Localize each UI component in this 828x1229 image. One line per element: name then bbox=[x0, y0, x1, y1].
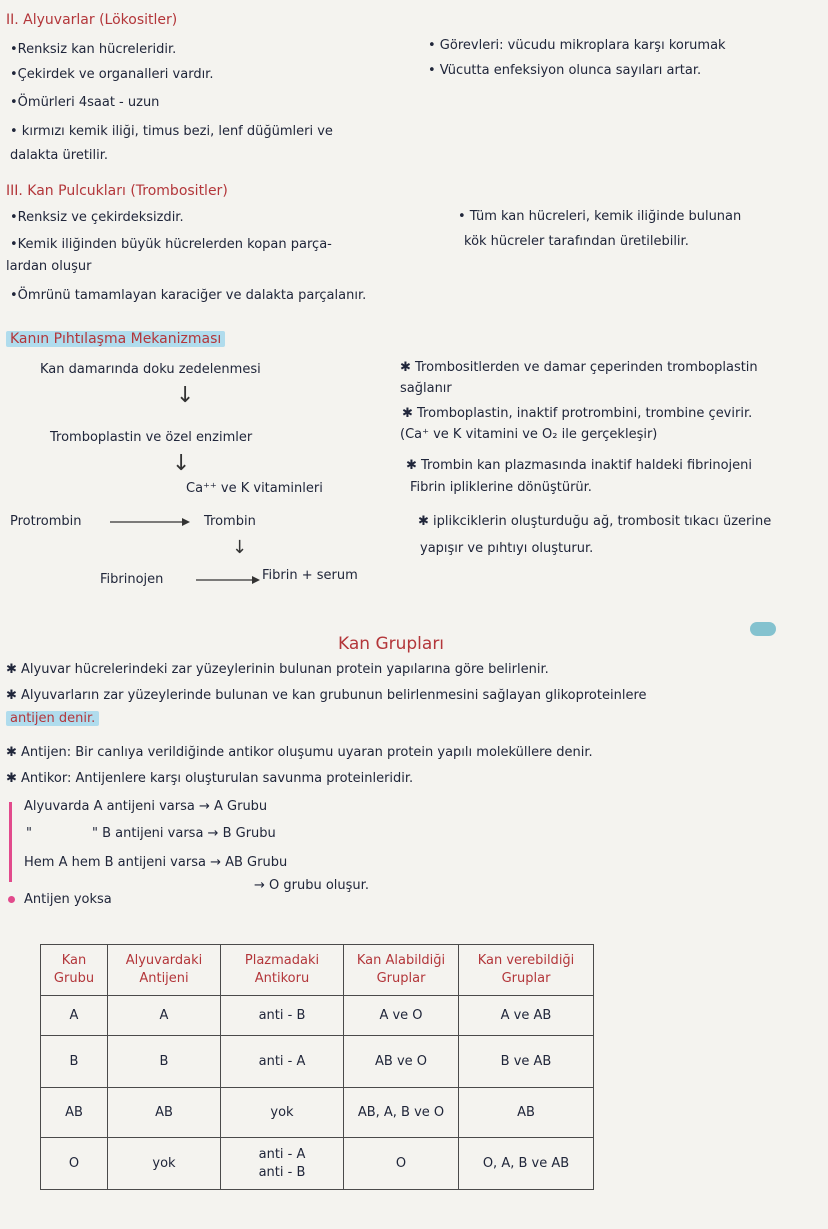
clot-note: ✱ Trombositlerden ve damar çeperinden tromboplastin bbox=[400, 360, 758, 375]
table-cell: A bbox=[41, 996, 108, 1036]
flow-fibrinojen: Fibrinojen bbox=[100, 572, 164, 587]
table-row bbox=[41, 1036, 594, 1088]
clot-note: ✱ Tromboplastin, inaktif protrombini, trombine çevirir. bbox=[402, 406, 753, 421]
clot-note: ✱ iplikciklerin oluşturduğu ağ, trombosit tıkacı üzerine bbox=[418, 514, 772, 529]
group-line: ✱ Alyuvarların zar yüzeylerinde bulunan ve kan grubunun belirlenmesini sağlayan glikoproteinlere bbox=[6, 688, 647, 703]
flow-trombin: Trombin bbox=[204, 514, 256, 529]
table-cell: B bbox=[108, 1036, 221, 1088]
text-line: •Ömürleri 4saat - uzun bbox=[10, 95, 160, 110]
flow-fibrin: Fibrin + serum bbox=[262, 568, 358, 583]
table-cell: AB bbox=[41, 1088, 108, 1138]
flow-protrombin: Protrombin bbox=[10, 514, 82, 529]
group-line bbox=[6, 711, 99, 727]
table-cell: anti - B bbox=[221, 996, 344, 1036]
table-header-cell: Kan Alabildiği Gruplar bbox=[344, 945, 459, 996]
group-line: ✱ Antijen: Bir canlıya verildiğinde antikor oluşumu uyaran protein yapılı moleküllere denir. bbox=[6, 745, 593, 760]
text-line: •Renksiz ve çekirdeksizdir. bbox=[10, 210, 184, 225]
table-cell: anti - A bbox=[221, 1036, 344, 1088]
table-cell: B bbox=[41, 1036, 108, 1088]
text-line: •Kemik iliğinden büyük hücrelerden kopan parça- bbox=[10, 237, 332, 252]
table-cell: A ve O bbox=[344, 996, 459, 1036]
text-line: • Vücutta enfeksiyon olunca sayıları artar. bbox=[428, 63, 702, 78]
rule-line: Hem A hem B antijeni varsa → AB Grubu bbox=[24, 855, 288, 870]
rule-line: Antijen yoksa bbox=[24, 892, 112, 907]
group-line: ✱ Antikor: Antijenlere karşı oluşturulan savunma proteinleridir. bbox=[6, 771, 414, 786]
table-cell: AB, A, B ve O bbox=[344, 1088, 459, 1138]
arrow-down-icon: ↓ bbox=[232, 537, 248, 558]
text-line: kök hücreler tarafından üretilebilir. bbox=[464, 234, 689, 249]
table-cell: AB ve O bbox=[344, 1036, 459, 1088]
text-line: •Ömrünü tamamlayan karaciğer ve dalakta parçalanır. bbox=[10, 288, 367, 303]
table-cell: anti - A anti - B bbox=[221, 1138, 344, 1190]
table-cell: A bbox=[108, 996, 221, 1036]
highlighted-title: Kanın Pıhtılaşma Mekanizması bbox=[6, 331, 225, 347]
table-row bbox=[41, 996, 594, 1036]
table-cell: yok bbox=[221, 1088, 344, 1138]
table-header-row bbox=[41, 945, 594, 996]
text-line: • Görevleri: vücudu mikroplara karşı korumak bbox=[428, 38, 726, 53]
text-line: • Tüm kan hücreleri, kemik iliğinde bulunan bbox=[458, 209, 742, 224]
clot-note: (Ca⁺ ve K vitamini ve O₂ ile gerçekleşir) bbox=[400, 427, 658, 442]
table-row bbox=[41, 1138, 594, 1190]
arrow-right-icon bbox=[196, 572, 260, 591]
arrow-down-icon: ↓ bbox=[176, 383, 195, 408]
blood-group-table bbox=[40, 944, 594, 1190]
rule-line: " bbox=[26, 826, 32, 841]
margin-bar bbox=[9, 802, 12, 882]
table-cell: AB bbox=[459, 1088, 594, 1138]
section-title-pihtilasma bbox=[6, 331, 225, 347]
text-line: dalakta üretilir. bbox=[10, 148, 109, 163]
table-cell: O, A, B ve AB bbox=[459, 1138, 594, 1190]
flow-step-tromboplastin: Tromboplastin ve özel enzimler bbox=[50, 430, 253, 445]
clot-note: Fibrin ipliklerine dönüştürür. bbox=[410, 480, 592, 495]
group-line: ✱ Alyuvar hücrelerindeki zar yüzeylerinin bulunan protein yapılarına göre belirlenir. bbox=[6, 662, 549, 677]
rule-line: → O grubu oluşur. bbox=[254, 878, 369, 893]
rule-line: " B antijeni varsa → B Grubu bbox=[92, 826, 276, 841]
arrow-down-icon: ↓ bbox=[172, 451, 191, 476]
decorative-mark bbox=[750, 622, 776, 636]
table-header-cell: Kan Grubu bbox=[41, 945, 108, 996]
flow-step-zedelenme: Kan damarında doku zedelenmesi bbox=[40, 362, 261, 377]
section-title-kan-pulcuklari: III. Kan Pulcukları (Trombositler) bbox=[6, 183, 228, 199]
table-header-cell: Kan verebildiği Gruplar bbox=[459, 945, 594, 996]
table-header-cell: Plazmadaki Antikoru bbox=[221, 945, 344, 996]
table-cell: AB bbox=[108, 1088, 221, 1138]
rule-line: Alyuvarda A antijeni varsa → A Grubu bbox=[24, 799, 268, 814]
flow-cofactor: Ca⁺⁺ ve K vitaminleri bbox=[186, 481, 323, 496]
table-cell: yok bbox=[108, 1138, 221, 1190]
clot-note: sağlanır bbox=[400, 381, 452, 396]
text-line: •Renksiz kan hücreleridir. bbox=[10, 42, 177, 57]
section-title-alyuvarlar: II. Alyuvarlar (Lökositler) bbox=[6, 12, 178, 28]
table-cell: O bbox=[344, 1138, 459, 1190]
table-row bbox=[41, 1088, 594, 1138]
text-line: lardan oluşur bbox=[6, 259, 92, 274]
table-cell: A ve AB bbox=[459, 996, 594, 1036]
highlighted-term-antijen: antijen denir. bbox=[6, 711, 99, 726]
arrow-right-icon bbox=[110, 514, 190, 533]
bullet-dot-icon bbox=[8, 896, 15, 903]
text-line: • kırmızı kemik iliği, timus bezi, lenf düğümleri ve bbox=[10, 124, 333, 139]
text-line: •Çekirdek ve organalleri vardır. bbox=[10, 67, 214, 82]
table-header-cell: Alyuvardaki Antijeni bbox=[108, 945, 221, 996]
table-cell: B ve AB bbox=[459, 1036, 594, 1088]
section-title-kan-gruplari: Kan Grupları bbox=[338, 634, 445, 654]
clot-note: ✱ Trombin kan plazmasında inaktif haldeki fibrinojeni bbox=[406, 458, 753, 473]
clot-note: yapışır ve pıhtıyı oluşturur. bbox=[420, 541, 594, 556]
table-cell: O bbox=[41, 1138, 108, 1190]
